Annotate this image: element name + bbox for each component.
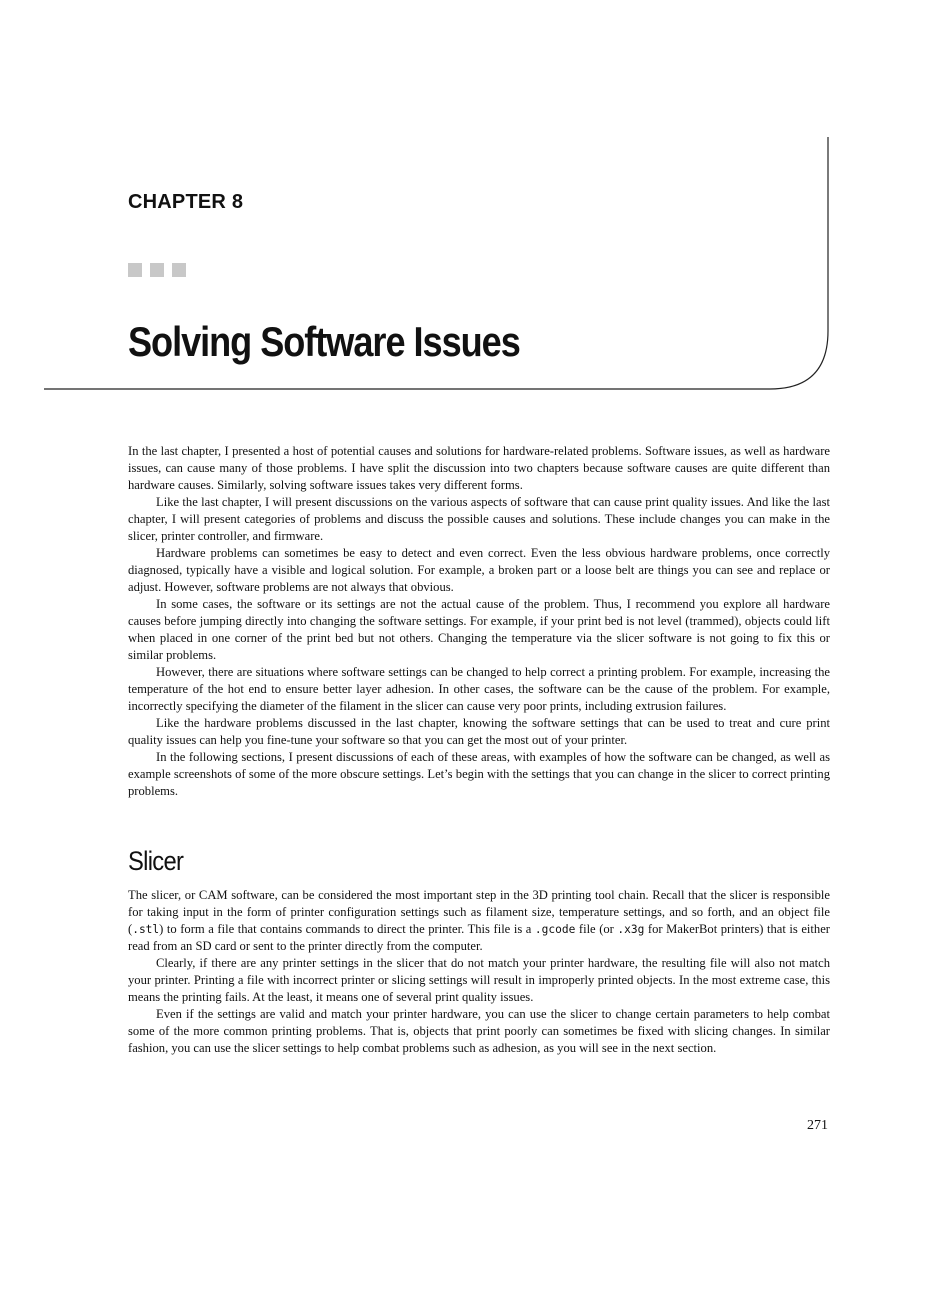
paragraph: In the following sections, I present discussions of each of these areas, with examples of how the software can be changed, as well as example screenshots of some of the more obscure settings. Let’s begin with the settings that you can change in the slicer to correct printing problems. bbox=[128, 750, 830, 798]
paragraph: Hardware problems can sometimes be easy to detect and even correct. Even the less obvious hardware problems, once correctly diagnosed, typically have a visible and logical solution. For example, a broken part or a loose belt are things you can see and replace or adjust. However, software problems are not always that obvious. bbox=[128, 546, 830, 594]
square-icon bbox=[172, 263, 186, 277]
decorative-squares bbox=[128, 263, 186, 277]
page-number: 271 bbox=[807, 1118, 828, 1133]
chapter-label: CHAPTER 8 bbox=[128, 191, 244, 213]
chapter-title: Solving Software Issues bbox=[128, 318, 520, 365]
paragraph: In the last chapter, I presented a host of potential causes and solutions for hardware-related problems. Software issues, as well as hardware issues, can cause many of those problems. I have split the discussion into two chapters because software causes are quite different than hardware causes. Similarly, solving software issues takes very different forms. bbox=[128, 444, 830, 492]
paragraph: Like the last chapter, I will present discussions on the various aspects of software that can cause print quality issues. And like the last chapter, I will present categories of problems and discuss the possible causes and solutions. These include changes you can make in the slicer, printer controller, and firmware. bbox=[128, 495, 830, 543]
square-icon bbox=[150, 263, 164, 277]
intro-text bbox=[128, 443, 830, 800]
section-heading-slicer: Slicer bbox=[128, 846, 184, 876]
paragraph: The slicer, or CAM software, can be considered the most important step in the 3D printing tool chain. Recall that the slicer is responsible for taking input in the form of printer configuration settings such as filament size, temperature settings, and so forth, and an object file (.stl) to form a file that contains commands to direct the printer. This file is a .gcode file (or .x3g for MakerBot printers) that is either read from an SD card or sent to the printer directly from the computer. bbox=[128, 888, 830, 953]
code-stl: .stl bbox=[132, 923, 160, 936]
code-gcode: .gcode bbox=[534, 923, 576, 936]
code-x3g: .x3g bbox=[617, 923, 645, 936]
paragraph: Even if the settings are valid and match your printer hardware, you can use the slicer to change certain parameters to help combat some of the more common printing problems. That is, objects that print poorly can sometimes be fixed with slicing changes. In similar fashion, you can use the slicer settings to help combat problems such as adhesion, as you will see in the next section. bbox=[128, 1007, 830, 1055]
paragraph: In some cases, the software or its settings are not the actual cause of the problem. Thus, I recommend you explore all hardware causes before jumping directly into changing the software settings. For example, if your print bed is not level (trammed), objects could lift when placed in one corner of the print bed but not others. Changing the temperature via the slicer software is not going to fix this or similar problems. bbox=[128, 597, 830, 662]
paragraph: Like the hardware problems discussed in the last chapter, knowing the software settings that can be used to treat and cure print quality issues can help you fine-tune your software so that you can get the most out of your printer. bbox=[128, 716, 830, 747]
square-icon bbox=[128, 263, 142, 277]
paragraph: However, there are situations where software settings can be changed to help correct a printing problem. For example, increasing the temperature of the hot end to ensure better layer adhesion. In other cases, the software can be the cause of the problem. For example, incorrectly specifying the diameter of the filament in the slicer can cause very poor prints, including extrusion failures. bbox=[128, 665, 830, 713]
slicer-text bbox=[128, 887, 830, 1057]
paragraph: Clearly, if there are any printer settings in the slicer that do not match your printer hardware, the resulting file will also not match your printer. Printing a file with incorrect printer or slicing settings will result in improperly printed objects. In the most extreme case, this means the printing fails. At the least, it means one of several print quality issues. bbox=[128, 956, 830, 1004]
